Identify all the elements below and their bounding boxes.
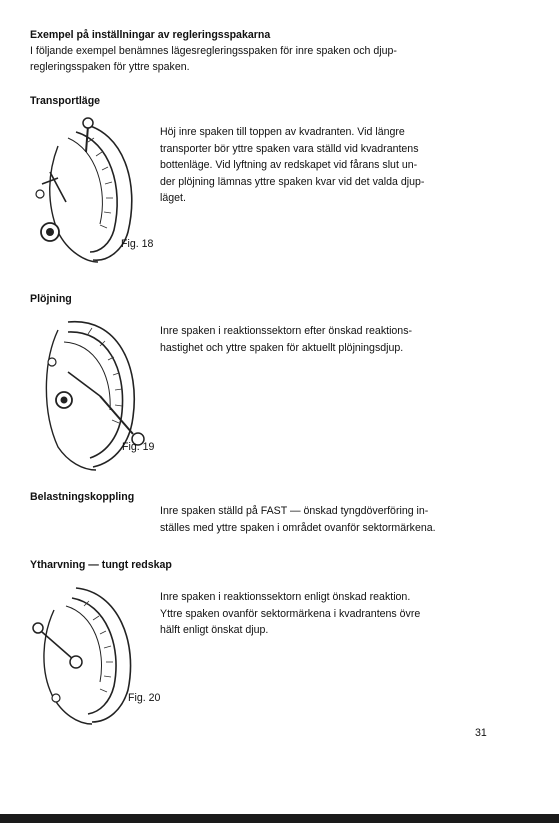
section-text-plowing bbox=[160, 323, 482, 356]
text-line: hälft enligt önskat djup. bbox=[160, 624, 269, 636]
intro-title: Exempel på inställningar av regleringsspakarna bbox=[30, 29, 271, 41]
page-bottom-edge bbox=[0, 814, 559, 823]
section-heading-transport: Transportläge bbox=[30, 95, 101, 107]
section-text-transport bbox=[160, 124, 482, 207]
section-text-surface-harrowing bbox=[160, 589, 482, 639]
figure-label-18: Fig. 18 bbox=[121, 238, 154, 250]
text-line: der plöjning lämnas yttre spaken kvar vid det valda djup- bbox=[160, 175, 425, 188]
text-line: läget. bbox=[160, 192, 186, 204]
quadrant-illustration-fig20 bbox=[26, 580, 146, 730]
section-heading-surface-harrowing: Ytharvning — tungt redskap bbox=[30, 559, 172, 571]
text-line: Inre spaken i reaktionssektorn enligt önskad reaktion. bbox=[160, 591, 411, 603]
text-line: ställes med yttre spaken i området ovanför sektormärkena. bbox=[160, 521, 436, 534]
figure-label-19: Fig. 19 bbox=[122, 441, 155, 453]
section-text-load-coupling bbox=[160, 503, 490, 536]
text-line: Inre spaken ställd på FAST — önskad tyngdöverföring in- bbox=[160, 505, 429, 517]
text-line: Inre spaken i reaktionssektorn efter önskad reaktions- bbox=[160, 325, 413, 337]
page-number: 31 bbox=[475, 727, 487, 739]
text-line: hastighet och yttre spaken för aktuellt plöjningsdjup. bbox=[160, 341, 404, 354]
intro-line-1: I följande exempel benämnes lägesregleringsspaken för inre spaken och djup- bbox=[30, 45, 397, 57]
intro-line-2: regleringsspaken för yttre spaken. bbox=[30, 61, 190, 73]
text-line: Yttre spaken ovanför sektormärkena i kvadrantens övre bbox=[160, 607, 421, 620]
text-line: bottenläge. Vid lyftning av redskapet vid fårans slut un- bbox=[160, 159, 418, 171]
section-heading-load-coupling: Belastningskoppling bbox=[30, 491, 135, 503]
section-heading-plowing: Plöjning bbox=[30, 293, 72, 305]
text-line: Höj inre spaken till toppen av kvadranten. Vid längre bbox=[160, 126, 405, 138]
figure-label-20: Fig. 20 bbox=[128, 692, 161, 704]
text-line: transporter bör yttre spaken vara ställd vid kvadrantens bbox=[160, 142, 419, 155]
